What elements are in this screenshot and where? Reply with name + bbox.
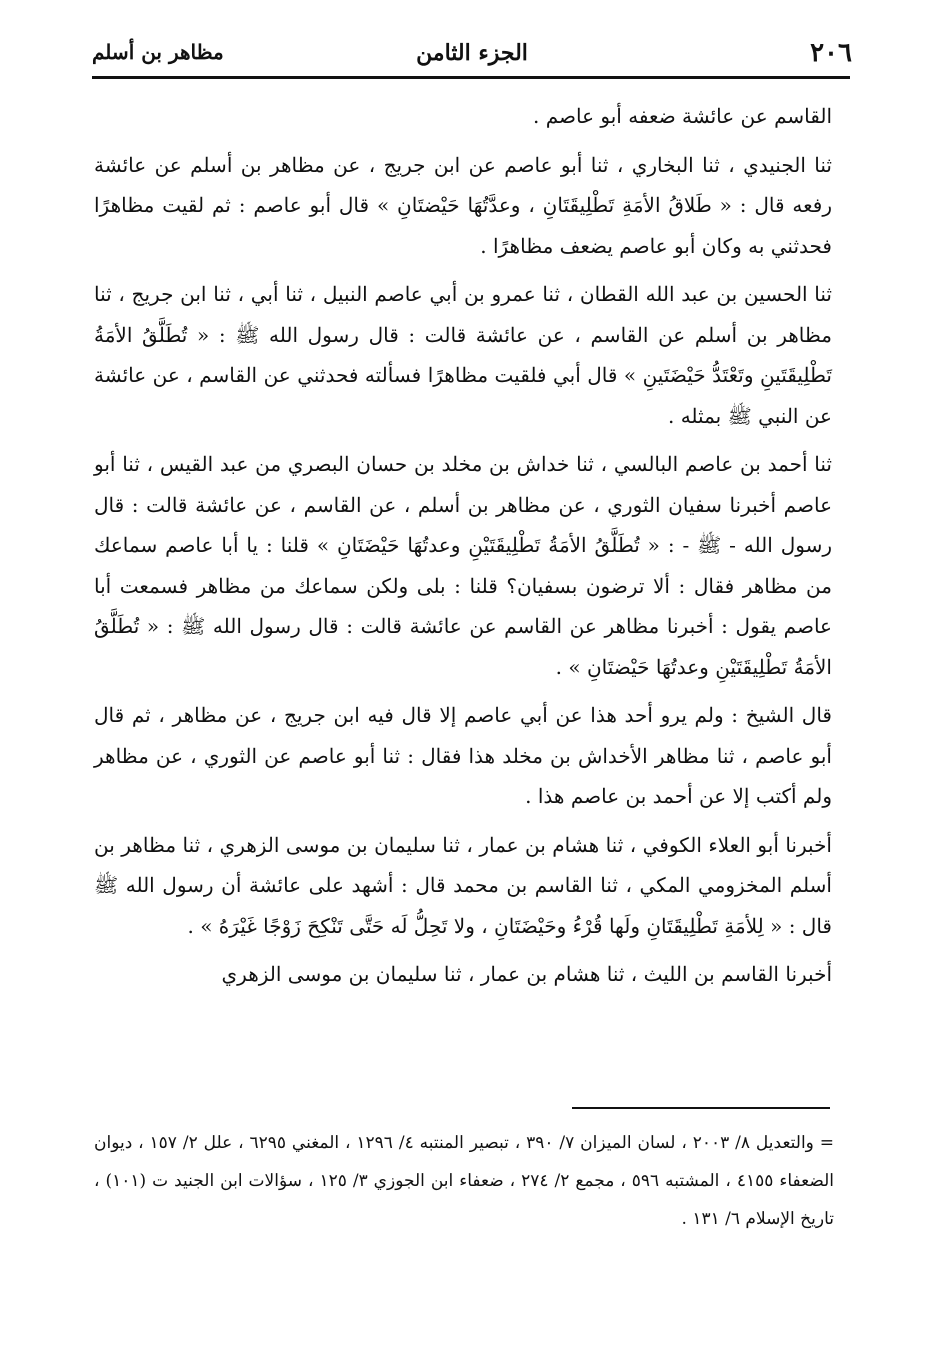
- paragraph: القاسم عن عائشة ضعفه أبو عاصم .: [533, 104, 832, 128]
- running-title: مظاهر بن أسلم: [92, 40, 224, 64]
- paragraph: أخبرنا أبو العلاء الكوفي ، ثنا هشام بن عمار ، ثنا سليمان بن موسى الزهري ، ثنا مظاهر بن أسلم المخزومي المكي ، ثنا القاسم بن محمد قال : أشهد على عائشة أن رسول الله ﷺ قال : « لِلأمَةِ تَطْلِيقَتَانِ ولَها قُرْءُ وحَيْضَتَانِ ، ولا تَحِلُّ لَه حَتَّى تَنْكِحَ زَوْجًا غَيْرَهُ » .: [94, 832, 832, 938]
- paragraph: ثنا الجنيدي ، ثنا البخاري ، ثنا أبو عاصم عن ابن جريج ، عن مظاهر بن أسلم عن عائشة رفعه قال : « طَلاقُ الأمَةِ تَطْلِيقَتَانِ ، وعدَّتُهَا حَيْضتَانِ » قال أبو عاصم : ثم لقيت مظاهرًا فحدثني به وكان أبو عاصم يضعف مظاهرًا .: [94, 152, 832, 258]
- header-rule: [92, 76, 850, 79]
- footnotes: [94, 1124, 834, 1238]
- footnote: = والتعديل ٨/ ٢٠٠٣ ، لسان الميزان ٧/ ٣٩٠ ، تبصير المنتبه ٤/ ١٢٩٦ ، المغني ٦٢٩٥ ، علل ٢/ ١٥٧ ، ديوان الضعفاء ٤١٥٥ ، المشتبه ٥٩٦ ، مجمع ٢/ ٢٧٤ ، ضعفاء ابن الجوزي ٣/ ١٢٥ ، سؤالات ابن الجنيد ت (١٠١) ، تاريخ الإسلام ٦/ ١٣١ .: [94, 1133, 835, 1229]
- main-text: [94, 96, 832, 1003]
- paragraph: ثنا الحسين بن عبد الله القطان ، ثنا عمرو بن أبي عاصم النبيل ، ثنا أبي ، ثنا ابن جريج ، ثنا مظاهر بن أسلم عن القاسم ، عن عائشة قالت : قال رسول الله ﷺ : « تُطَلَّقُ الأمَةُ تَطْلِيقَتَينِ وتَعْتَدُّ حَيْضَتَينِ » قال أبي فلقيت مظاهرًا فسألته فحدثني عن القاسم ، عن عائشة عن النبي ﷺ بمثله .: [94, 282, 832, 428]
- footnote-divider: [572, 1107, 830, 1109]
- page-number: ٢٠٦: [810, 38, 852, 68]
- page-header: [92, 38, 852, 78]
- paragraph: أخبرنا القاسم بن الليث ، ثنا هشام بن عمار ، ثنا سليمان بن موسى الزهري: [221, 962, 832, 986]
- book-part-title: الجزء الثامن: [416, 40, 528, 66]
- paragraph: قال الشيخ : ولم يرو أحد هذا عن أبي عاصم إلا قال فيه ابن جريج ، عن مظاهر ، ثم قال أبو عاصم ، ثنا مظاهر الأخداش بن مخلد هذا فقال : ثنا أبو عاصم عن الثوري ، عن مظاهر ولم أكتب إلا عن أحمد بن عاصم هذا .: [94, 703, 832, 808]
- paragraph: ثنا أحمد بن عاصم البالسي ، ثنا خداش بن مخلد بن حسان البصري من عبد القيس ، ثنا أبو عاصم أخبرنا سفيان الثوري ، عن مظاهر بن أسلم ، عن القاسم ، عن عائشة قالت : قال رسول الله - ﷺ - : « تُطَلَّقُ الأمَةُ تَطْلِيقَتَيْنِ وعدتُهَا حَيْضَتَانِ » قلنا : يا أبا عاصم سماعك من مظاهر فقال : ألا ترضون بسفيان؟ قلنا : بلى ولكن سماعك من مظاهر فسمعت أبا عاصم يقول : أخبرنا مظاهر عن القاسم عن عائشة قالت : قال رسول الله ﷺ : « تُطَلَّقُ الأمَةُ تَطْلِيقَتَيْنِ وعدتُهَا حَيْضتَانِ » .: [94, 452, 832, 679]
